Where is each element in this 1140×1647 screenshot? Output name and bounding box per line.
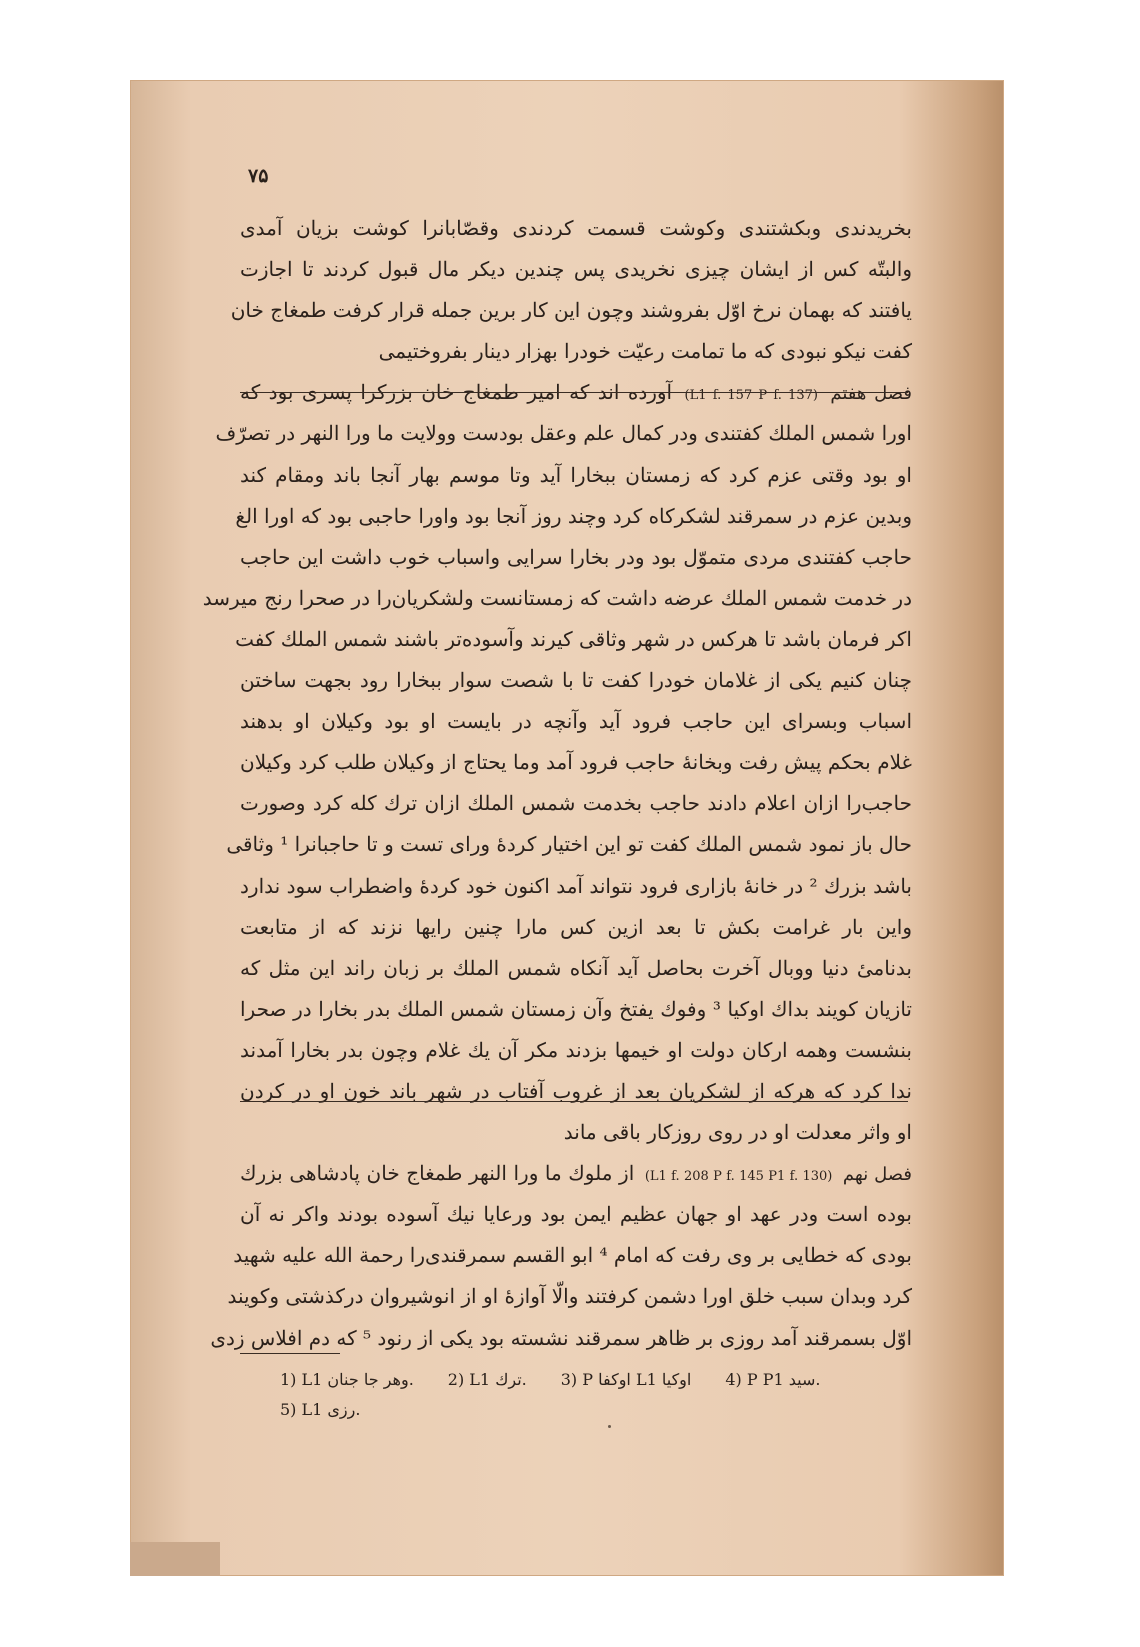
section7-first-line: آورده اند که امیر طمغاج خان بزرکرا پسری بود که <box>240 380 673 405</box>
text-line: بدنامیٔ دنیا ووبال آخرت بحاصل آید آنکاه شمس الملك بر زبان راند این مثل که <box>240 955 912 980</box>
text-line: اورا شمس الملك کفتندی ودر کمال علم وعقل بودست وولایت ما ورا النهر در تصرّف <box>215 421 912 446</box>
section9-heading-line <box>240 1153 912 1194</box>
footnote-rule <box>240 1353 340 1354</box>
footnote-row <box>280 1395 930 1425</box>
page-corner-shade <box>130 1542 220 1576</box>
text-line: تازیان کویند بداك اوکیا ³ وفوك یفتخ وآن زمستان شمس الملك بدر بخارا در صحرا <box>240 996 912 1021</box>
footnote-3: 3) P اوکفا L1 اوکیا <box>560 1370 692 1389</box>
text-line: کفت نیکو نبودی که ما تمامت رعیّت خودرا بهزار دینار بفروختیمی <box>378 339 912 364</box>
text-line: باشد بزرك ² در خانهٔ بازاری فرود نتواند آمد اکنون خود کردهٔ واضطراب سود ندارد <box>240 873 912 898</box>
text-line: بخریدندی وبکشتندی وکوشت قسمت کردندی وقصّابانرا کوشت بزیان آمدی <box>240 216 912 240</box>
section9-manuscript-ref: (L1 f. 208 P f. 145 P1 f. 130) <box>644 1169 833 1185</box>
text-line: والبتّه کس از ایشان چیزی نخریدی پس چندین دیکر مال قبول کردند تا اجازت <box>240 257 912 282</box>
text-line: اوّل بسمرقند آمد روزی بر ظاهر سمرقند نشسته بود یکی از رنود ⁵ که دم افلاس زدی <box>210 1325 912 1350</box>
text-line: بنشست وهمه ارکان دولت او خیمها بزدند مکر آن یك غلام وچون بدر بخارا آمدند <box>240 1037 912 1062</box>
text-line: بوده است ودر عهد او جهان عظیم ایمن بود ورعایا نیك آسوده بودند واکر نه آن <box>240 1202 912 1227</box>
text-line: حاجب‌را ازان اعلام دادند حاجب بخدمت شمس الملك ازان ترك کله کرد وصورت <box>240 791 912 816</box>
text-line: وبدین عزم در سمرقند لشکرکاه کرد وچند روز آنجا بود واورا حاجبی بود که اورا الغ <box>235 503 912 528</box>
footnote-row <box>280 1365 930 1395</box>
footnotes <box>280 1365 930 1425</box>
text-line: اسباب وبسرای این حاجب فرود آید وآنچه در بایست او بود وکیلان او بدهند <box>240 709 912 734</box>
text-line: او واثر معدلت او در روی روزکار باقی ماند <box>563 1120 912 1145</box>
section7-manuscript-ref: (L1 f. 157 P f. 137) <box>684 388 818 404</box>
text-line: بودی که خطایی بر وی رفت که امام ⁴ ابو القسم سمرقندی‌را رحمة الله علیه شهید <box>233 1243 912 1268</box>
footnote-4: 4) P P1 سید. <box>725 1370 821 1389</box>
text-line: او بود وقتی عزم کرد که زمستان ببخارا آید وتا موسم بهار آنجا باند ومقام کند <box>240 462 912 487</box>
page-number: ۷۵ <box>248 165 269 187</box>
section9-first-line: از ملوك ما ورا النهر طمغاج خان پادشاهی بزرك <box>240 1161 635 1186</box>
text-line: کرد وبدان سبب خلق اورا دشمن کرفتند والّا آوازهٔ او از انوشیروان درکذشتی وکویند <box>227 1284 912 1309</box>
text-line: حاجب کفتندی مردی متموّل بود ودر بخارا سرایی واسباب خوب داشت این حاجب <box>240 544 912 569</box>
book-page <box>130 80 1004 1576</box>
footnote-5: 5) L1 رزی. <box>280 1400 361 1419</box>
footnote-2: 2) L1 ترك. <box>447 1370 527 1389</box>
text-line: واین بار غرامت بکش تا بعد ازین کس مارا چنین رایها نزند که از متابعت <box>240 914 912 939</box>
section9-divider <box>240 1101 908 1102</box>
text-line: اکر فرمان باشد تا هرکس در شهر وثاقی کیرند وآسوده‌تر باشند شمس الملك کفت <box>235 626 912 651</box>
text-line: در خدمت شمس الملك عرضه داشت که زمستانست ولشکریان‌را در صحرا رنج میرسد <box>202 585 912 610</box>
section7-label: فصل هفتم <box>830 383 913 405</box>
text-line: یافتند که بهمان نرخ اوّل بفروشند وچون این کار برین جمله قرار کرفت طمغاج خان <box>230 298 912 323</box>
footnote-1: 1) L1 وهر جا جنان. <box>280 1370 414 1389</box>
body-text <box>202 208 913 1359</box>
text-line: چنان کنیم یکی از غلامان خودرا کفت تا با شصت سوار ببخارا رود بجهت ساختن <box>240 668 912 693</box>
text-line: حال باز نمود شمس الملك کفت تو این اختیار کردهٔ ورای تست و تا حاجبانرا ¹ وثاقی <box>226 832 912 857</box>
page-speck <box>608 1425 611 1428</box>
section9-label: فصل نهم <box>842 1164 912 1186</box>
text-line: غلام بحکم پیش رفت وبخانهٔ حاجب فرود آمد وما یحتاج از وکیلان طلب کرد وکیلان <box>240 750 912 775</box>
section7-divider <box>240 392 908 393</box>
text-line: ندا کرد که هرکه از لشکریان بعد از غروب آفتاب در شهر باند خون او در کردن <box>240 1078 912 1103</box>
